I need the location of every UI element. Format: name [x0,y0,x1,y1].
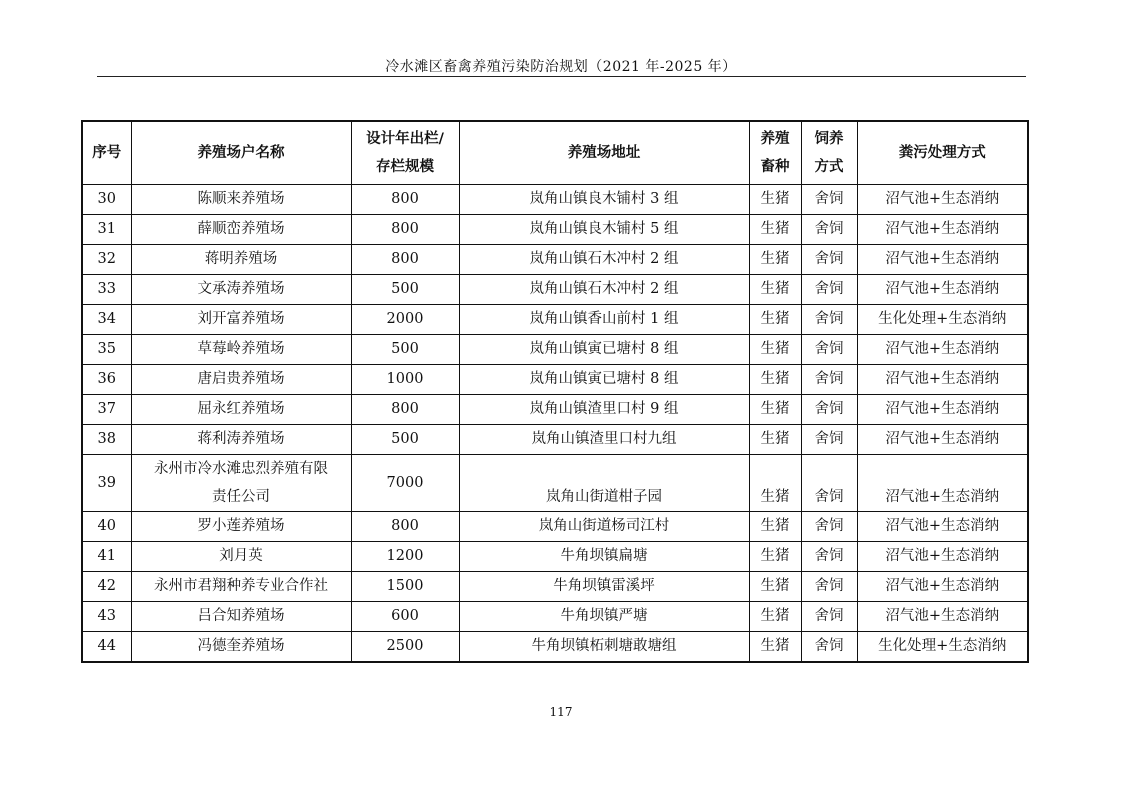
cell-treatment: 沼气池+生态消纳 [857,245,1028,275]
cell-treatment: 沼气池+生态消纳 [857,365,1028,395]
col-header-address: 养殖场地址 [459,121,749,185]
cell-scale: 800 [351,245,459,275]
cell-treatment: 沼气池+生态消纳 [857,512,1028,542]
cell-name: 草莓岭养殖场 [131,335,351,365]
cell-scale: 2500 [351,632,459,663]
cell-address: 牛角坝镇严塘 [459,602,749,632]
col-header-index: 序号 [82,121,131,185]
cell-address: 岚角山镇良木铺村 3 组 [459,185,749,215]
cell-address: 岚角山镇渣里口村九组 [459,425,749,455]
cell-scale: 1500 [351,572,459,602]
cell-address: 岚角山镇石木冲村 2 组 [459,245,749,275]
table-row [82,275,1028,305]
cell-treatment: 沼气池+生态消纳 [857,215,1028,245]
table-row [82,305,1028,335]
col-header-scale [351,121,459,185]
cell-species: 生猪 [749,365,801,395]
cell-address: 岚角山镇良木铺村 5 组 [459,215,749,245]
table-row [82,335,1028,365]
cell-index: 30 [82,185,131,215]
cell-feeding: 舍饲 [801,335,857,365]
cell-address: 岚角山街道柑子园 [459,455,749,512]
cell-name: 刘月英 [131,542,351,572]
cell-index: 33 [82,275,131,305]
cell-treatment: 生化处理+生态消纳 [857,305,1028,335]
cell-index: 35 [82,335,131,365]
cell-scale: 2000 [351,305,459,335]
cell-species: 生猪 [749,602,801,632]
cell-feeding: 舍饲 [801,602,857,632]
cell-scale: 500 [351,275,459,305]
cell-name-line2: 责任公司 [212,489,270,505]
cell-name: 蒋明养殖场 [131,245,351,275]
col-header-species [749,121,801,185]
cell-feeding: 舍饲 [801,245,857,275]
cell-treatment: 沼气池+生态消纳 [857,275,1028,305]
cell-address: 岚角山镇石木冲村 2 组 [459,275,749,305]
cell-address: 牛角坝镇雷溪坪 [459,572,749,602]
cell-address: 牛角坝镇柘刺塘敢塘组 [459,632,749,663]
table-header-row [82,121,1028,185]
table-row [82,542,1028,572]
table-row [82,245,1028,275]
cell-address: 岚角山镇渣里口村 9 组 [459,395,749,425]
cell-scale: 600 [351,602,459,632]
cell-feeding: 舍饲 [801,275,857,305]
col-header-species-line1: 养殖 [760,131,790,147]
table-row [82,425,1028,455]
cell-species: 生猪 [749,542,801,572]
cell-name: 刘开富养殖场 [131,305,351,335]
cell-species: 生猪 [749,512,801,542]
cell-species: 生猪 [749,335,801,365]
cell-scale: 500 [351,425,459,455]
cell-index: 36 [82,365,131,395]
col-header-scale-line2: 存栏规模 [376,159,434,175]
cell-name: 文承涛养殖场 [131,275,351,305]
cell-species: 生猪 [749,275,801,305]
table-row [82,512,1028,542]
cell-treatment: 沼气池+生态消纳 [857,455,1028,512]
cell-species: 生猪 [749,245,801,275]
cell-species: 生猪 [749,632,801,663]
cell-name [131,455,351,512]
cell-index: 34 [82,305,131,335]
cell-name: 蒋利涛养殖场 [131,425,351,455]
table-row [82,602,1028,632]
table-row [82,215,1028,245]
table-row [82,632,1028,663]
cell-name: 吕合知养殖场 [131,602,351,632]
cell-feeding: 舍饲 [801,542,857,572]
cell-name: 屈永红养殖场 [131,395,351,425]
cell-treatment: 沼气池+生态消纳 [857,425,1028,455]
page-number: 117 [549,705,573,719]
col-header-feeding-line1: 饲养 [814,131,844,147]
cell-scale: 500 [351,335,459,365]
cell-scale: 1200 [351,542,459,572]
cell-species: 生猪 [749,305,801,335]
cell-treatment: 沼气池+生态消纳 [857,335,1028,365]
cell-scale: 800 [351,512,459,542]
cell-name-line1: 永州市冷水滩忠烈养殖有限 [154,461,328,477]
cell-feeding: 舍饲 [801,365,857,395]
cell-feeding: 舍饲 [801,305,857,335]
cell-name: 罗小莲养殖场 [131,512,351,542]
cell-scale: 1000 [351,365,459,395]
cell-name: 永州市君翔种养专业合作社 [131,572,351,602]
document-header-title: 冷水滩区畜禽养殖污染防治规划（2021 年-2025 年） [385,59,737,75]
cell-treatment: 沼气池+生态消纳 [857,572,1028,602]
col-header-species-line2: 畜种 [760,159,790,175]
table-row [82,365,1028,395]
cell-feeding: 舍饲 [801,185,857,215]
cell-name: 薛顺峦养殖场 [131,215,351,245]
cell-species: 生猪 [749,425,801,455]
cell-index: 37 [82,395,131,425]
cell-treatment: 生化处理+生态消纳 [857,632,1028,663]
cell-index: 42 [82,572,131,602]
cell-treatment: 沼气池+生态消纳 [857,542,1028,572]
col-header-scale-line1: 设计年出栏/ [366,131,444,147]
cell-species: 生猪 [749,185,801,215]
col-header-feeding [801,121,857,185]
cell-scale: 7000 [351,455,459,512]
table-row [82,185,1028,215]
cell-index: 40 [82,512,131,542]
cell-feeding: 舍饲 [801,455,857,512]
cell-name: 冯德奎养殖场 [131,632,351,663]
cell-scale: 800 [351,185,459,215]
cell-species: 生猪 [749,395,801,425]
cell-index: 43 [82,602,131,632]
cell-species: 生猪 [749,572,801,602]
cell-species: 生猪 [749,215,801,245]
col-header-name: 养殖场户名称 [131,121,351,185]
table-row [82,455,1028,512]
table-row [82,395,1028,425]
cell-treatment: 沼气池+生态消纳 [857,185,1028,215]
cell-feeding: 舍饲 [801,512,857,542]
cell-feeding: 舍饲 [801,572,857,602]
cell-feeding: 舍饲 [801,395,857,425]
cell-feeding: 舍饲 [801,215,857,245]
cell-address: 岚角山镇寅已塘村 8 组 [459,365,749,395]
col-header-treatment: 粪污处理方式 [857,121,1028,185]
cell-treatment: 沼气池+生态消纳 [857,395,1028,425]
cell-address: 岚角山镇寅已塘村 8 组 [459,335,749,365]
cell-address: 岚角山街道杨司江村 [459,512,749,542]
cell-index: 31 [82,215,131,245]
header-rule [97,76,1026,77]
cell-name: 陈顺来养殖场 [131,185,351,215]
col-header-feeding-line2: 方式 [814,159,844,175]
cell-scale: 800 [351,395,459,425]
cell-index: 38 [82,425,131,455]
cell-index: 39 [82,455,131,512]
cell-index: 32 [82,245,131,275]
table-row [82,572,1028,602]
cell-address: 岚角山镇香山前村 1 组 [459,305,749,335]
cell-scale: 800 [351,215,459,245]
livestock-farm-table [81,120,1029,663]
cell-feeding: 舍饲 [801,632,857,663]
cell-name: 唐启贵养殖场 [131,365,351,395]
cell-address: 牛角坝镇扁塘 [459,542,749,572]
cell-index: 41 [82,542,131,572]
cell-index: 44 [82,632,131,663]
cell-feeding: 舍饲 [801,425,857,455]
cell-species: 生猪 [749,455,801,512]
cell-treatment: 沼气池+生态消纳 [857,602,1028,632]
